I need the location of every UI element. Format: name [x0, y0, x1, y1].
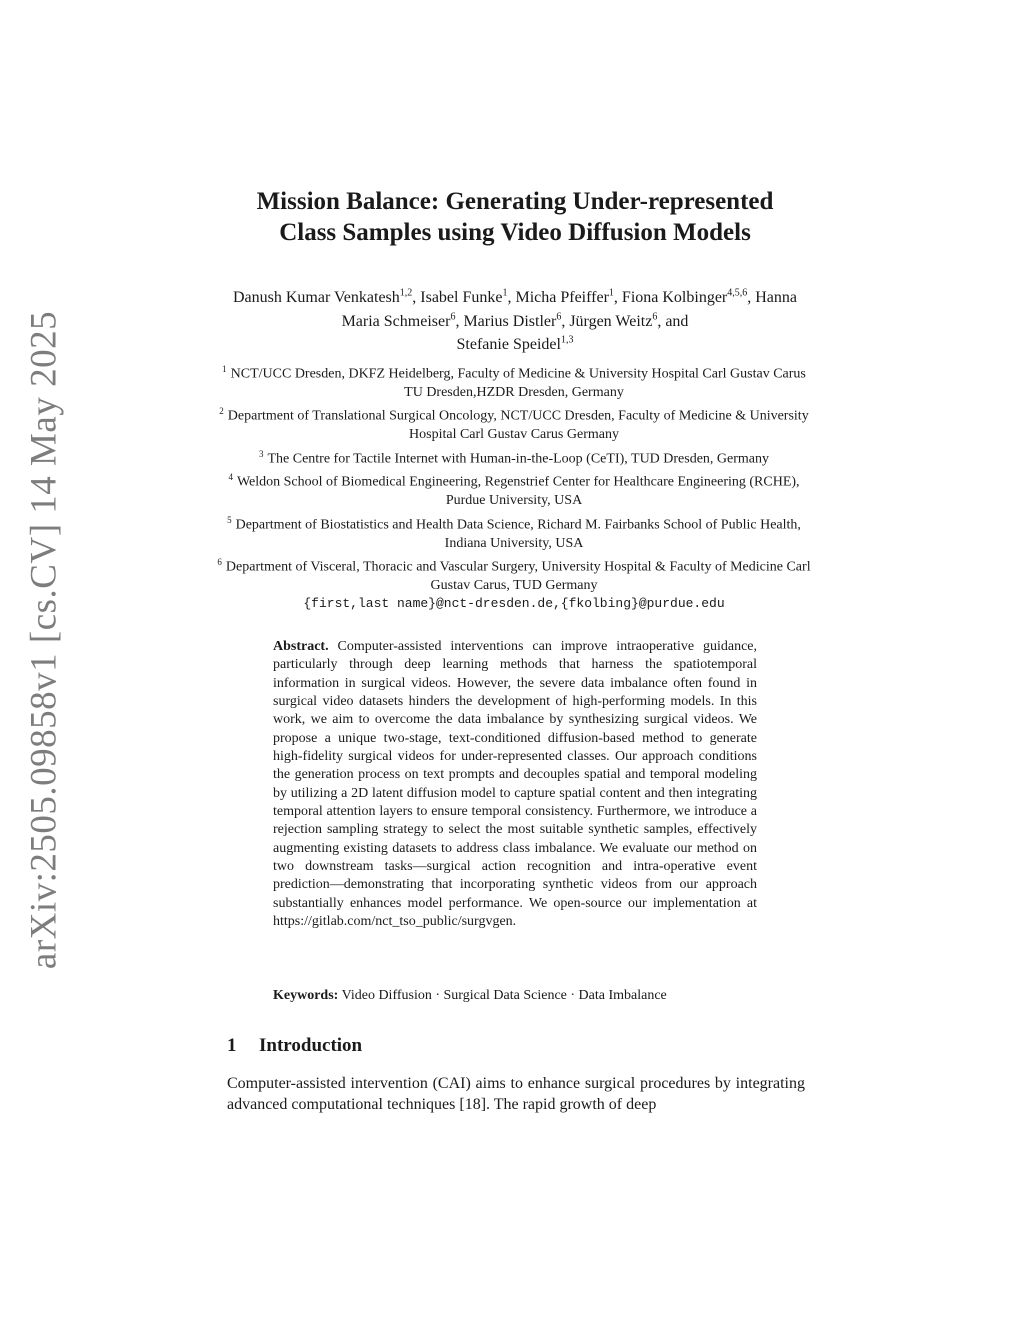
affiliation-item: $^5$ Department of Biostatistics and Health Data Science, Richard M. Fairbanks School of Public Health, Indiana University, USA: [227, 514, 801, 551]
affiliation-item: $^4$ Weldon School of Biomedical Engineering, Regenstrief Center for Healthcare Engineering (RCHE), Purdue University, USA: [228, 472, 800, 509]
author: Micha Pfeiffer$^1$,: [515, 288, 622, 307]
author: Stefanie Speidel$^{1,3}$: [456, 334, 574, 353]
section-number: 1: [227, 1035, 237, 1056]
author: Danush Kumar Venkatesh$^{1,2}$,: [232, 288, 421, 307]
section-heading-introduction: [227, 1035, 362, 1057]
abstract-text: Computer-assisted interventions can improve intraoperative guidance, particularly through deep learning methods that harness the spatiotemporal information in surgical videos. However, the severe data imbalance often found in surgical video datasets hinders the development of high-performing models. In this work, we aim to overcome the data imbalance by synthesizing surgical videos. We propose a unique two-stage, text-conditioned diffusion-based method to generate high-fidelity surgical videos for under-represented classes. Our approach conditions the generation process on text prompts and decouples spatial and temporal modeling by utilizing a 2D latent diffusion model to capture spatial content and then integrating temporal attention layers to ensure temporal consistency. Furthermore, we introduce a rejection sampling strategy to select the most suitable synthetic samples, effectively augmenting existing datasets to address class imbalance. We evaluate our method on two downstream tasks—surgical action recognition and intra-operative event prediction—demonstrating that incorporating synthetic videos from our approach substantially enhances model performance. We open-source our implementation at https://gitlab.com/nct_tso_public/surgvgen.: [273, 639, 757, 930]
title-line-1: Mission Balance: Generating Under-represented: [256, 188, 774, 215]
author: Isabel Funke$^1$,: [420, 288, 516, 307]
author-list: [218, 284, 812, 354]
keywords-label: Keywords:: [273, 988, 339, 1003]
affiliation-item: $^1$ NCT/UCC Dresden, DKFZ Heidelberg, Faculty of Medicine & University Hospital Carl Gustav Carus TU Dresden,HZDR Dresden, Germany: [222, 364, 806, 400]
title-line-2: Class Samples using Video Diffusion Models: [279, 219, 751, 246]
arxiv-side-stamp: arXiv:2505.09858v1 [cs.CV] 14 May 2025: [23, 310, 65, 970]
paper-title: [200, 186, 830, 248]
keywords-text: Video Diffusion · Surgical Data Science · Data Imbalance: [341, 988, 667, 1003]
section-title: Introduction: [259, 1035, 363, 1056]
affiliation-item: $^2$ Department of Translational Surgical Oncology, NCT/UCC Dresden, Faculty of Medicine & University Hospital Carl Gustav Carus Germany: [219, 406, 809, 443]
keywords: [273, 987, 757, 1005]
author: Hanna Maria Schmeiser$^6$,: [341, 289, 798, 330]
author: Jürgen Weitz$^6$, and: [569, 311, 689, 330]
intro-paragraph: Computer-assisted intervention (CAI) aims to enhance surgical procedures by integrating advanced computational techniques [18]. The rapid growth of deep: [227, 1075, 805, 1113]
abstract-label: Abstract.: [273, 639, 329, 654]
author: Marius Distler$^6$,: [463, 311, 570, 330]
affiliation-list: [214, 360, 814, 613]
affiliation-item: $^6$ Department of Visceral, Thoracic and Vascular Surgery, University Hospital & Faculty of Medicine Carl Gustav Carus, TUD Germany: [217, 556, 811, 593]
email-addresses: {first,last name}@nct-dresden.de,{fkolbing}@purdue.edu: [303, 596, 725, 612]
abstract: [273, 638, 757, 932]
author: Fiona Kolbinger$^{4,5,6}$,: [621, 288, 756, 307]
affiliation-item: $^3$ The Centre for Tactile Internet with Human-in-the-Loop (CeTI), TUD Dresden, Germany: [258, 448, 770, 467]
